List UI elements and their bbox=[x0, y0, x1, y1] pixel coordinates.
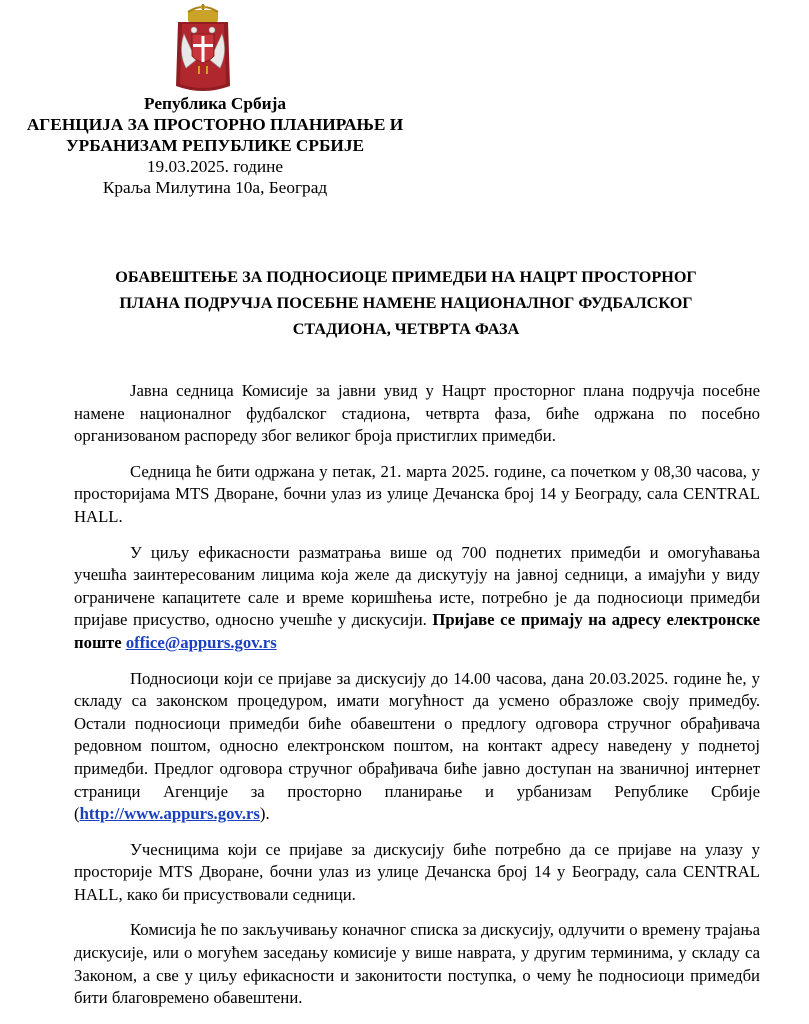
paragraph-3-text: У циљу ефикасности разматрања више од 700 поднетих примедби и омогућавања учешћа заинтересованим лицима која желе да дискутују на јавној седници, а имајући у виду ограничене капацитете сале и време коришћења исте, потребно је да подносиоци примедби пријаве присуство, односно учешће у дискусији. bbox=[74, 542, 760, 630]
title-line2: ПЛАНА ПОДРУЧЈА ПОСЕБНЕ НАМЕНЕ НАЦИОНАЛНОГ ФУДБАЛСКОГ bbox=[119, 294, 693, 312]
agency-name-line2: УРБАНИЗАМ РЕПУБЛИКЕ СРБИЈЕ bbox=[66, 136, 364, 155]
country-name: Република Србија bbox=[144, 94, 286, 113]
serbian-coat-of-arms-icon bbox=[172, 4, 234, 96]
title-line3: СТАДИОНА, ЧЕТВРТА ФАЗА bbox=[292, 320, 520, 338]
document-title bbox=[86, 264, 726, 342]
letterhead bbox=[0, 93, 430, 198]
paragraph-6: Комисија ће по закључивању коначног списка за дискусију, одлучити о времену трајања дискусије, или о могућем заседању комисије у више наврата, у другим терминима, у складу са Законом, а све у циљу ефикасности и законитости поступка, о чему ће подносиоци примедби бити благовремено обавештени. bbox=[74, 920, 760, 1008]
agency-address: Краља Милутина 10а, Београд bbox=[102, 178, 328, 197]
agency-name-line1: АГЕНЦИЈА ЗА ПРОСТОРНО ПЛАНИРАЊЕ И bbox=[26, 115, 404, 134]
website-link[interactable]: http://www.appurs.gov.rs bbox=[79, 804, 260, 824]
paragraph-2: Седница ће бити одржана у петак, 21. марта 2025. године, са почетком у 08,30 часова, у просторијама MTS Дворане, бочни улаз из улице Дечанска број 14 у Београду, сала CENTRAL HALL. bbox=[74, 461, 760, 526]
document-body bbox=[74, 380, 760, 1023]
paragraph-1: Јавна седница Комисије за јавни увид у Нацрт просторног плана подручја посебне намене националног фудбалског стадиона, четврта фаза, биће одржана по посебно организованом распореду због великог броја пристиглих примедби. bbox=[74, 381, 760, 446]
paragraph-4-end: ). bbox=[259, 804, 270, 824]
paragraph-3-bold: Пријаве се примају на адресу електронске поште bbox=[74, 610, 760, 652]
paragraph-5: Учесницима који се пријаве за дискусију биће потребно да се пријаве на улазу у просторије MTS Дворане, бочни улаз из улице Дечанска број 14 у Београду, сала CENTRAL HALL, како би присуствовали седници. bbox=[74, 839, 760, 904]
paragraph-3 bbox=[74, 542, 760, 655]
title-line1: ОБАВЕШТЕЊЕ ЗА ПОДНОСИОЦЕ ПРИМЕДБИ НА НАЦРТ ПРОСТОРНОГ bbox=[115, 268, 697, 286]
email-link[interactable]: office@appurs.gov.rs bbox=[125, 632, 277, 652]
paragraph-4 bbox=[74, 668, 760, 826]
document-date: 19.03.2025. године bbox=[146, 157, 284, 176]
paragraph-4-text: Подносиоци који се пријаве за дискусију до 14.00 часова, дана 20.03.2025. године ће, у складу са законском процедуром, имати могућност да усмено образложе своју примедбу. Остали подносиоци примедби биће обавештени о предлогу одговора стручног обрађивача редовном поштом, односно електронском поштом, на контакт адресу наведену у поднетој примедби. Предлог одговора стручног обрађивача биће јавно доступан на званичној интернет страници Агенције за просторно планирање и урбанизам Републике Србије ( bbox=[74, 668, 760, 824]
